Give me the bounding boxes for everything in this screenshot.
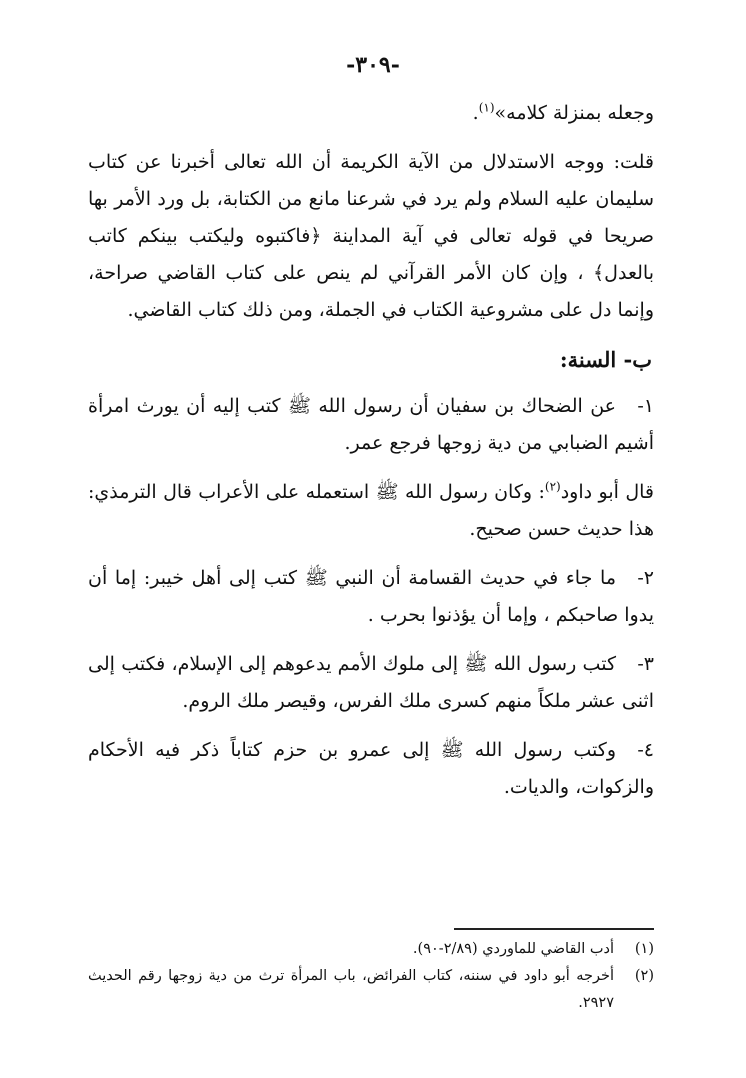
footnote-text: أدب القاضي للماوردي (٢/٨٩-٩٠). [412, 941, 614, 957]
footnotes [88, 928, 654, 1017]
item-number: ٢- [637, 567, 654, 589]
paragraph-text: وجعله بمنزلة كلامه» [494, 102, 654, 124]
list-item [88, 646, 654, 720]
paragraph-quote-end [88, 95, 654, 132]
list-item [88, 388, 654, 462]
footnote-label: (٢) [634, 968, 654, 984]
paragraph-end: . [472, 102, 479, 124]
footnote-text: أخرجه أبو داود في سننه، كتاب الفرائض، باب المرأة ترث من دية زوجها رقم الحديث ٢٩٢٧. [88, 968, 614, 1011]
footnote [88, 963, 654, 1017]
footnote-divider [454, 928, 654, 930]
item-number: ٣- [637, 653, 654, 675]
main-text [88, 95, 654, 818]
section-heading: ب- السنة: [559, 347, 652, 372]
item-number: ١- [637, 395, 654, 417]
list-item [88, 560, 654, 634]
item-text: وكتب رسول الله ﷺ إلى عمرو بن حزم كتاباً ذكر فيه الأحكام والزكوات، والديات. [88, 739, 654, 798]
item-text: ما جاء في حديث القسامة أن النبي ﷺ كتب إلى أهل خيبر: إما أن يدوا صاحبكم ، وإما أن يؤذنوا بحرب . [88, 567, 654, 626]
paragraph-argument: قلت: ووجه الاستدلال من الآية الكريمة أن الله تعالى أخبرنا عن كتاب سليمان عليه السلام ولم يرد في شرعنا مانع من الكتابة، بل ورد الأمر بها صريحا في قوله تعالى في آية المداينة ﴿فاكتبوه وليكتب بينكم كاتب بالعدل﴾ ، وإن كان الأمر القرآني لم ينص على كتاب القاضي صراحة، وإنما دل على مشروعية الكتاب في الجملة، ومن ذلك كتاب القاضي. [88, 151, 654, 321]
footnote-ref: (٢) [544, 479, 561, 494]
paragraph-abu-dawud [88, 474, 654, 548]
list-item [88, 732, 654, 806]
footnote-label: (١) [634, 941, 654, 957]
page-number: -٣٠٩- [346, 52, 400, 78]
footnote [88, 936, 654, 963]
footnote-ref: (١) [478, 100, 495, 115]
item-text: عن الضحاك بن سفيان أن رسول الله ﷺ كتب إليه أن يورث امرأة أشيم الضبابي من دية زوجها فرجع عمر. [88, 395, 654, 454]
item-number: ٤- [637, 739, 654, 761]
paragraph-text: : وكان رسول الله ﷺ استعمله على الأعراب قال الترمذي: هذا حديث حسن صحيح. [88, 481, 654, 540]
item-text: كتب رسول الله ﷺ إلى ملوك الأمم يدعوهم إلى الإسلام، فكتب إلى اثنى عشر ملكاً منهم كسرى ملك الفرس، وقيصر ملك الروم. [88, 653, 654, 712]
paragraph-text: قال أبو داود [560, 481, 654, 503]
